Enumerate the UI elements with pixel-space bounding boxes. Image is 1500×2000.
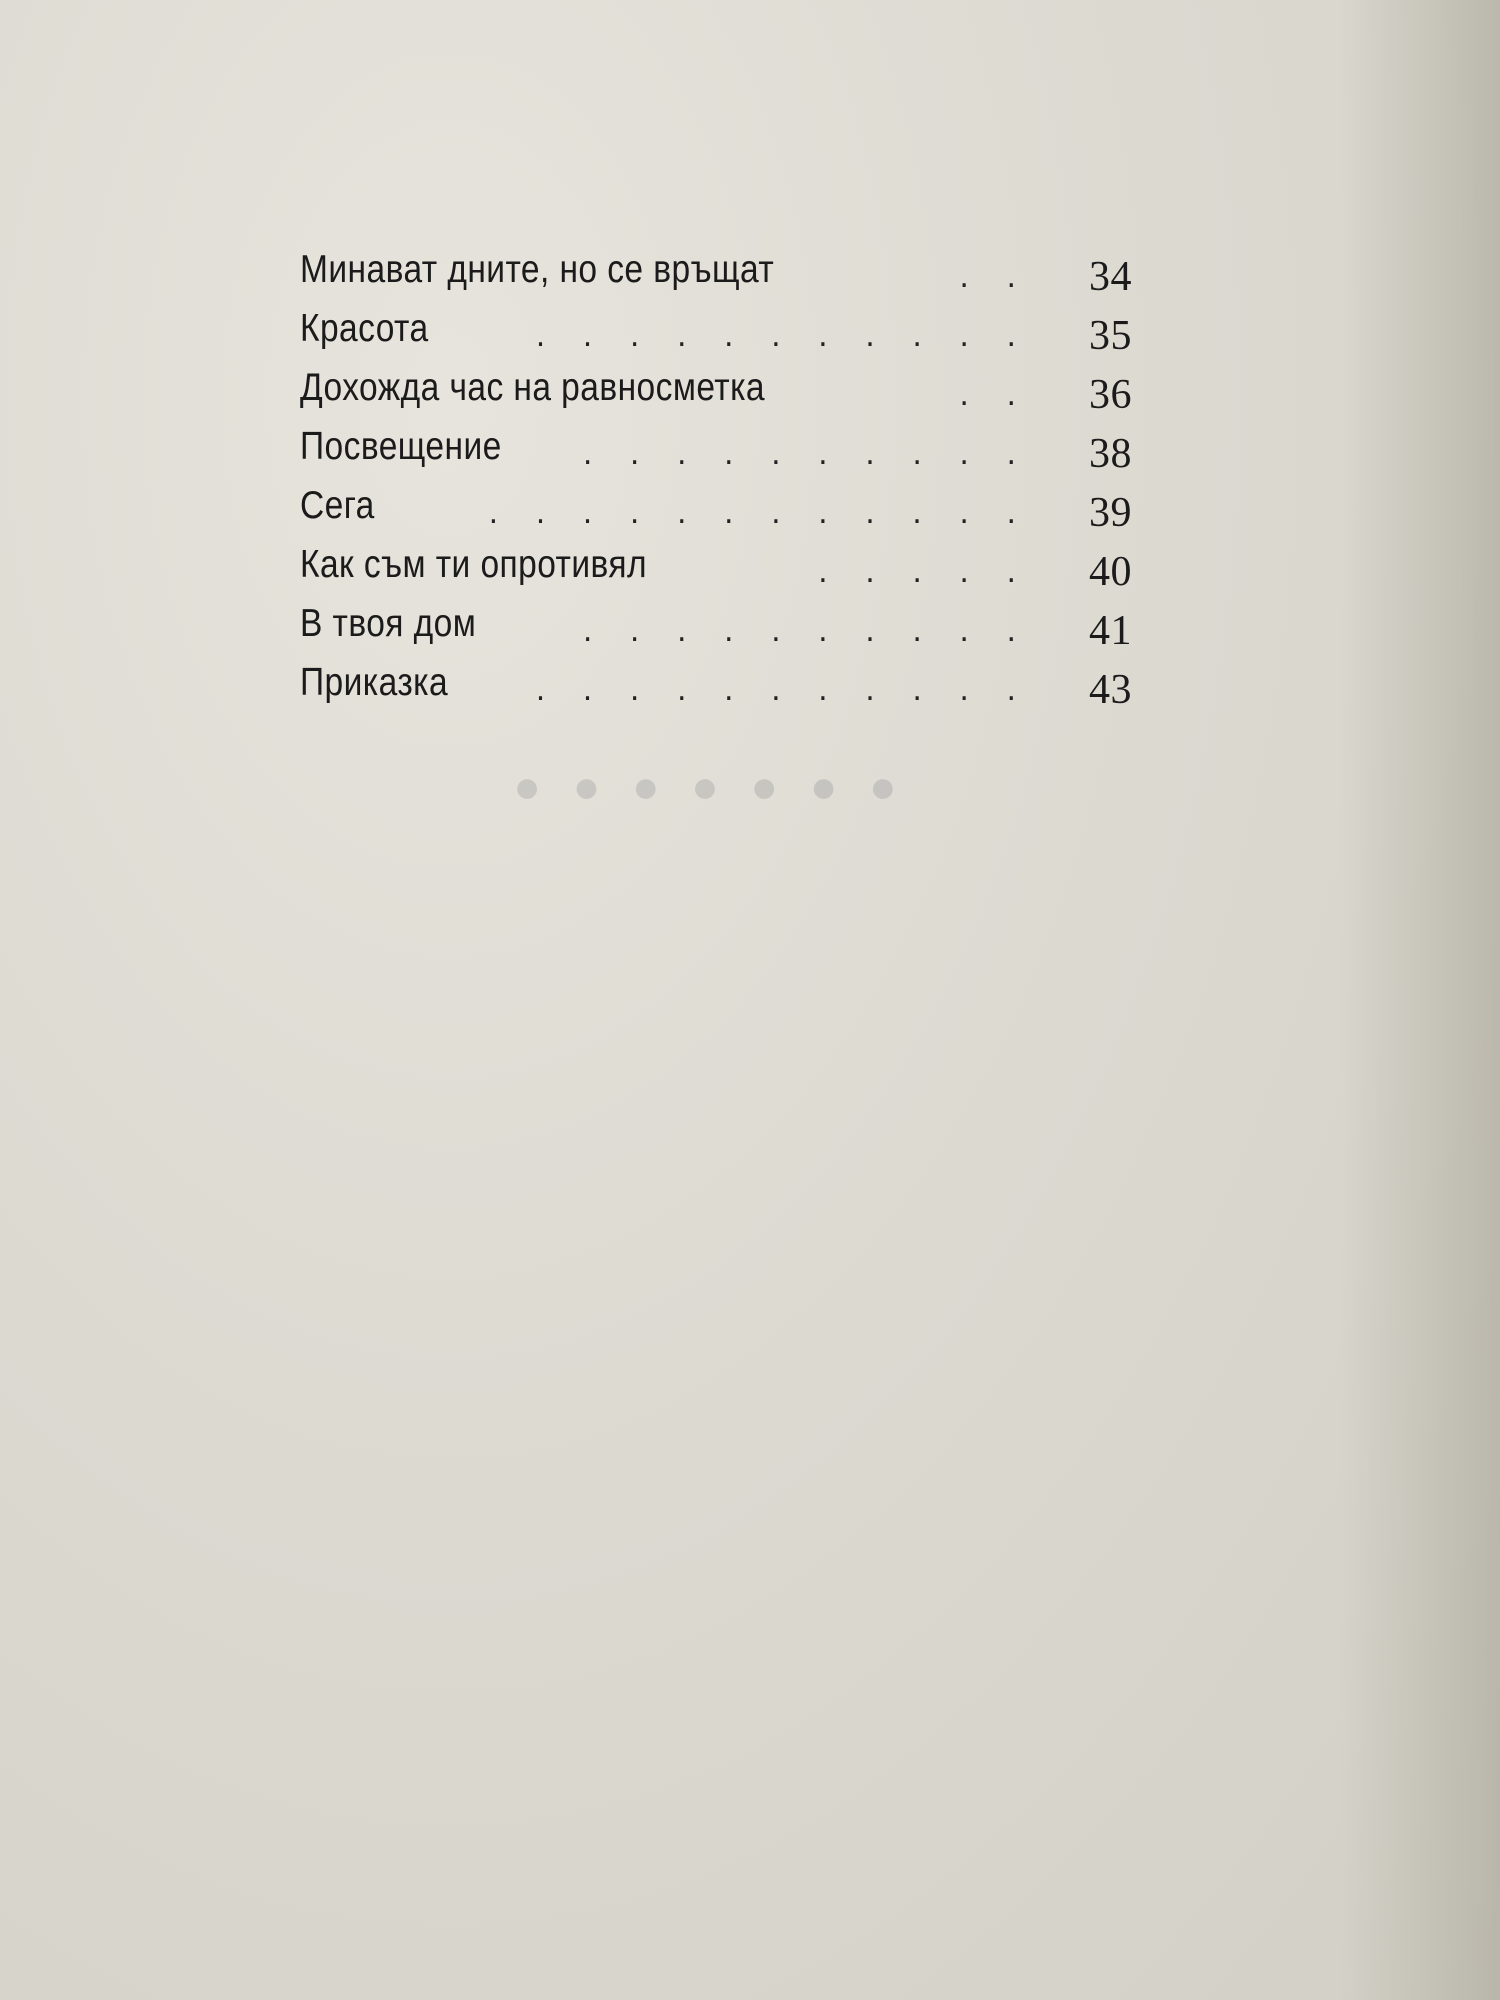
toc-entry-title: Приказка [300, 661, 449, 704]
toc-entry [300, 484, 1140, 543]
toc-entry-title: Сега [300, 484, 375, 527]
toc-entry-title: Дохожда час на равносметка [300, 366, 766, 409]
toc-entry-leader: . . . . . . . . . . [582, 614, 1030, 649]
toc-entry-page: 39 [1089, 490, 1132, 536]
toc-entry-leader: . . . . . . . . . . . . [488, 496, 1030, 531]
toc-entry-title: В твоя дом [300, 602, 477, 645]
toc-entry-page: 34 [1089, 254, 1132, 300]
toc-entry-leader: . . [959, 260, 1030, 295]
toc-entry-leader: . . . . . . . . . . [582, 437, 1030, 472]
page-edge-shadow [1340, 0, 1500, 2000]
toc-entry-page: 43 [1089, 667, 1132, 713]
toc-entry-page: 35 [1089, 313, 1132, 359]
toc-entry-page: 36 [1089, 372, 1132, 418]
bleed-through-text: ● ● ● ● ● ● ● [503, 761, 897, 812]
toc-entry-title: Посвещение [300, 425, 502, 468]
toc-entry-page: 38 [1089, 431, 1132, 477]
toc-entry-page: 40 [1089, 549, 1132, 595]
toc-entry-leader: . . . . . [818, 555, 1030, 590]
toc-entry [300, 602, 1140, 661]
toc-entry-title: Красота [300, 307, 429, 350]
toc-entry-leader: . . [959, 378, 1030, 413]
toc-entry-title: Как съм ти опротивял [300, 543, 647, 586]
toc-entry-leader: . . . . . . . . . . . [535, 319, 1030, 354]
toc-entry [300, 543, 1140, 602]
table-of-contents [300, 248, 1140, 720]
toc-entry-leader: . . . . . . . . . . . [535, 673, 1030, 708]
toc-entry [300, 307, 1140, 366]
toc-entry [300, 248, 1140, 307]
toc-entry-title: Минават дните, но се връщат [300, 248, 775, 291]
toc-entry [300, 425, 1140, 484]
toc-entry [300, 661, 1140, 720]
toc-entry [300, 366, 1140, 425]
toc-entry-page: 41 [1089, 608, 1132, 654]
